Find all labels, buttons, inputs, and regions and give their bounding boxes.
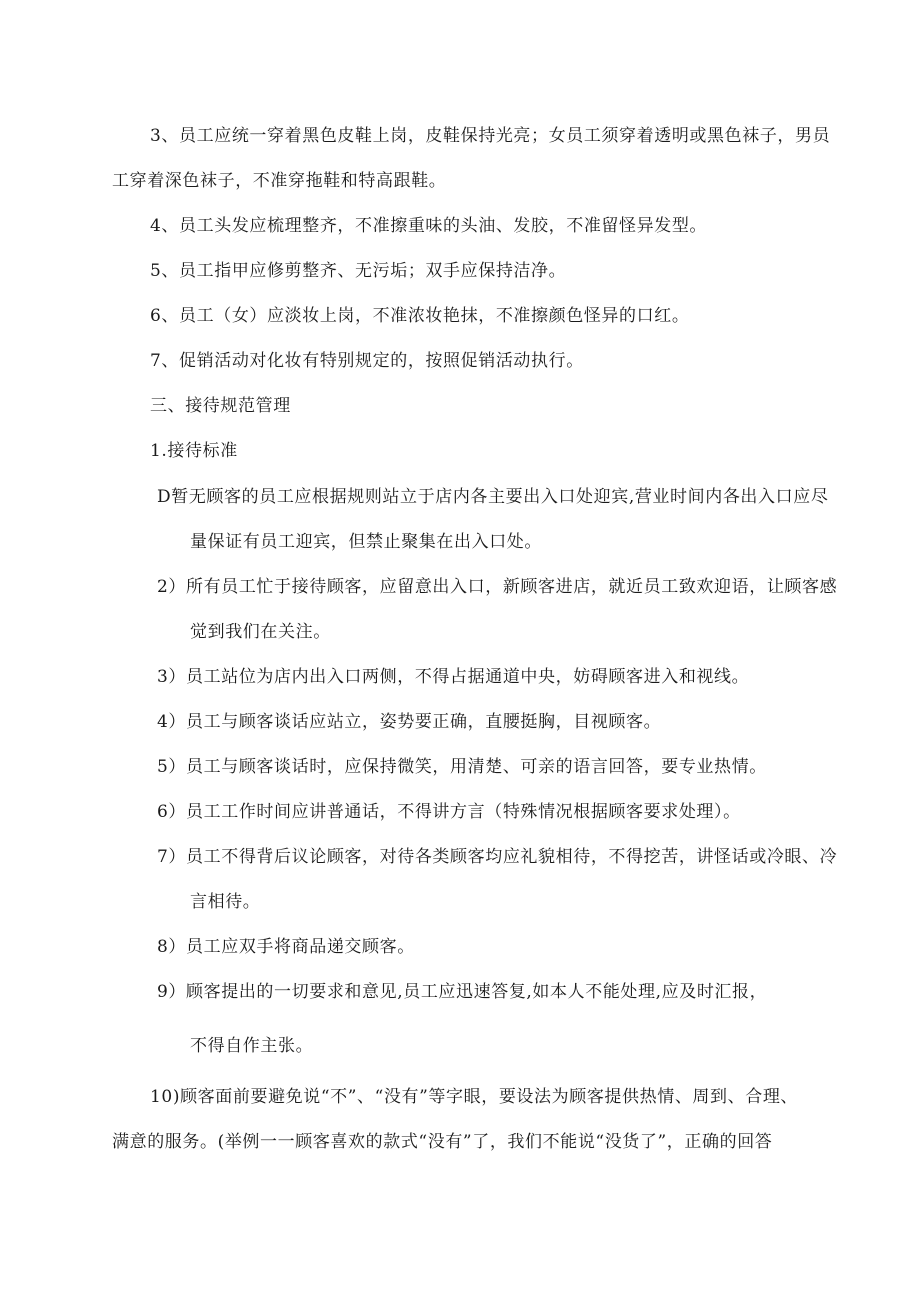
item-8: 8）员工应双手将商品递交顾客。 bbox=[157, 937, 415, 957]
item-7b: 言相待。 bbox=[190, 892, 261, 912]
text-line-7: 7、促销活动对化妆有特别规定的，按照促销活动执行。 bbox=[150, 351, 584, 371]
item-10b: 满意的服务。(举例一一顾客喜欢的款式“没有”了，我们不能说“没货了”，正确的回答 bbox=[112, 1132, 773, 1152]
text-line-4: 4、员工头发应梳理整齐，不准擦重味的头油、发胶，不准留怪异发型。 bbox=[150, 216, 708, 236]
item-5: 5）员工与顾客谈话时，应保持微笑，用清楚、可亲的语言回答，要专业热情。 bbox=[157, 757, 767, 777]
item-2a: 2）所有员工忙于接待顾客，应留意出入口，新顾客进店，就近员工致欢迎语，让顾客感 bbox=[157, 577, 838, 597]
item-2b: 觉到我们在关注。 bbox=[190, 622, 331, 642]
item-1b: 量保证有员工迎宾，但禁止聚集在出入口处。 bbox=[190, 532, 542, 552]
subsection-heading-standard: 1.接待标准 bbox=[150, 441, 238, 461]
item-3: 3）员工站位为店内出入口两侧，不得占据通道中央，妨碍顾客进入和视线。 bbox=[157, 667, 750, 687]
text-line-3a: 3、员工应统一穿着黑色皮鞋上岗，皮鞋保持光亮；女员工须穿着透明或黑色袜子，男员 bbox=[150, 126, 831, 146]
item-6: 6）员工工作时间应讲普通话，不得讲方言（特殊情况根据顾客要求处理）。 bbox=[157, 802, 741, 822]
text-line-3b: 工穿着深色袜子，不准穿拖鞋和特高跟鞋。 bbox=[112, 171, 447, 191]
text-line-6: 6、员工（女）应淡妆上岗，不准浓妆艳抹，不准擦颜色怪异的口红。 bbox=[150, 306, 690, 326]
item-9b: 不得自作主张。 bbox=[190, 1036, 314, 1056]
item-10a: 10)顾客面前要避免说“不”、“没有”等字眼，要设法为顾客提供热情、周到、合理、 bbox=[150, 1087, 799, 1107]
item-7a: 7）员工不得背后议论顾客，对待各类顾客均应礼貌相待，不得挖苦，讲怪话或冷眼、冷 bbox=[157, 847, 838, 867]
item-4: 4）员工与顾客谈话应站立，姿势要正确，直腰挺胸，目视顾客。 bbox=[157, 712, 662, 732]
item-1a: D暂无顾客的员工应根据规则站立于店内各主要出入口处迎宾,营业时间内各出入口应尽 bbox=[157, 487, 829, 507]
item-9a: 9）顾客提出的一切要求和意见,员工应迅速答复,如本人不能处理,应及时汇报， bbox=[157, 982, 768, 1002]
section-heading-reception: 三、接待规范管理 bbox=[150, 396, 291, 416]
text-line-5: 5、员工指甲应修剪整齐、无污垢；双手应保持洁净。 bbox=[150, 261, 567, 281]
